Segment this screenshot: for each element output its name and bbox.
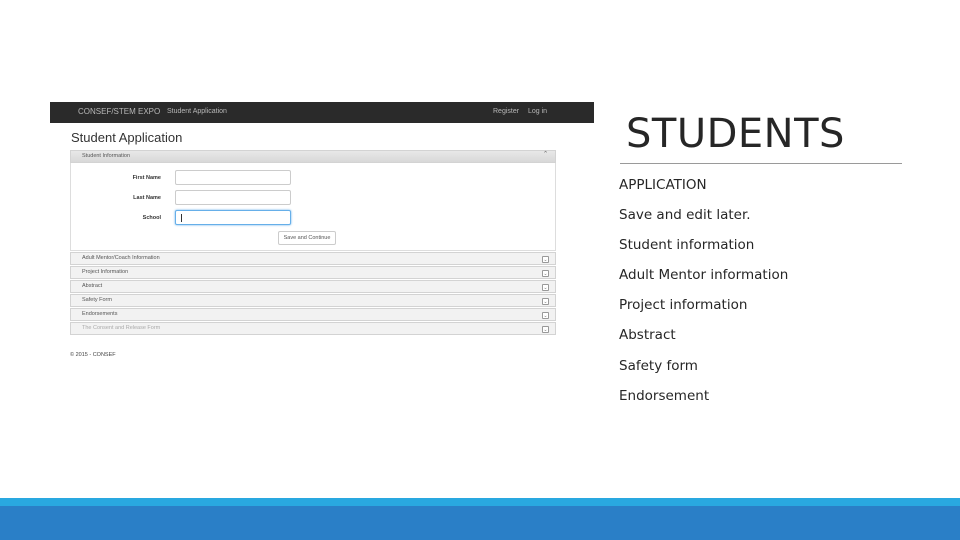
accent-bar-bottom: [0, 506, 960, 540]
nav-register[interactable]: Register: [493, 108, 520, 115]
bullet-item: Save and edit later.: [619, 207, 751, 223]
last-name-input[interactable]: [175, 190, 291, 205]
nav-login[interactable]: Log in: [528, 108, 548, 115]
bullet-item: Safety form: [619, 358, 698, 374]
first-name-input[interactable]: [175, 170, 291, 185]
chevron-down-icon[interactable]: ⌄: [543, 299, 548, 305]
section-abstract[interactable]: [70, 280, 556, 293]
nav-student-application[interactable]: Student Application: [167, 108, 227, 115]
section-label: Abstract: [82, 283, 103, 289]
section-consent-release[interactable]: [70, 322, 556, 335]
section-project-information[interactable]: [70, 266, 556, 279]
page-title: Student Application: [71, 130, 183, 145]
bullet-item: Adult Mentor information: [619, 267, 789, 283]
section-label: Safety Form: [82, 297, 112, 303]
navbar-brand[interactable]: CONSEF/STEM EXPO: [78, 107, 161, 116]
last-name-label: Last Name: [133, 195, 161, 201]
chevron-up-icon[interactable]: ⌃: [542, 151, 549, 158]
bullet-item: Student information: [619, 237, 755, 253]
bullet-item: APPLICATION: [619, 177, 707, 193]
bullet-item: Abstract: [619, 327, 676, 343]
section-student-information[interactable]: [70, 150, 556, 163]
section-label: Endorsements: [82, 311, 118, 317]
first-name-label: First Name: [132, 175, 161, 181]
application-screenshot: [50, 102, 594, 364]
text-caret: [181, 214, 182, 222]
footer-copyright: © 2015 - CONSEF: [70, 352, 116, 358]
school-label: School: [142, 215, 161, 221]
section-endorsements[interactable]: [70, 308, 556, 321]
school-input[interactable]: [175, 210, 291, 225]
navbar: [50, 102, 594, 123]
title-divider: [620, 163, 902, 164]
section-label: Student Information: [82, 153, 131, 159]
section-label: Adult Mentor/Coach Information: [82, 255, 160, 261]
save-and-continue-button[interactable]: Save and Continue: [278, 231, 336, 245]
section-safety-form[interactable]: [70, 294, 556, 307]
slide-title: STUDENTS: [626, 111, 845, 157]
section-label: Project Information: [82, 269, 129, 275]
bullet-item: Endorsement: [619, 388, 710, 404]
accent-bar-top: [0, 498, 960, 506]
chevron-down-icon[interactable]: ⌄: [543, 327, 548, 333]
chevron-down-icon[interactable]: ⌄: [543, 285, 548, 291]
chevron-down-icon[interactable]: ⌄: [543, 271, 548, 277]
chevron-down-icon[interactable]: ⌄: [543, 257, 548, 263]
bullet-item: Project information: [619, 297, 748, 313]
section-label: The Consent and Release Form: [82, 325, 161, 331]
chevron-down-icon[interactable]: ⌄: [543, 313, 548, 319]
section-adult-mentor[interactable]: [70, 252, 556, 265]
